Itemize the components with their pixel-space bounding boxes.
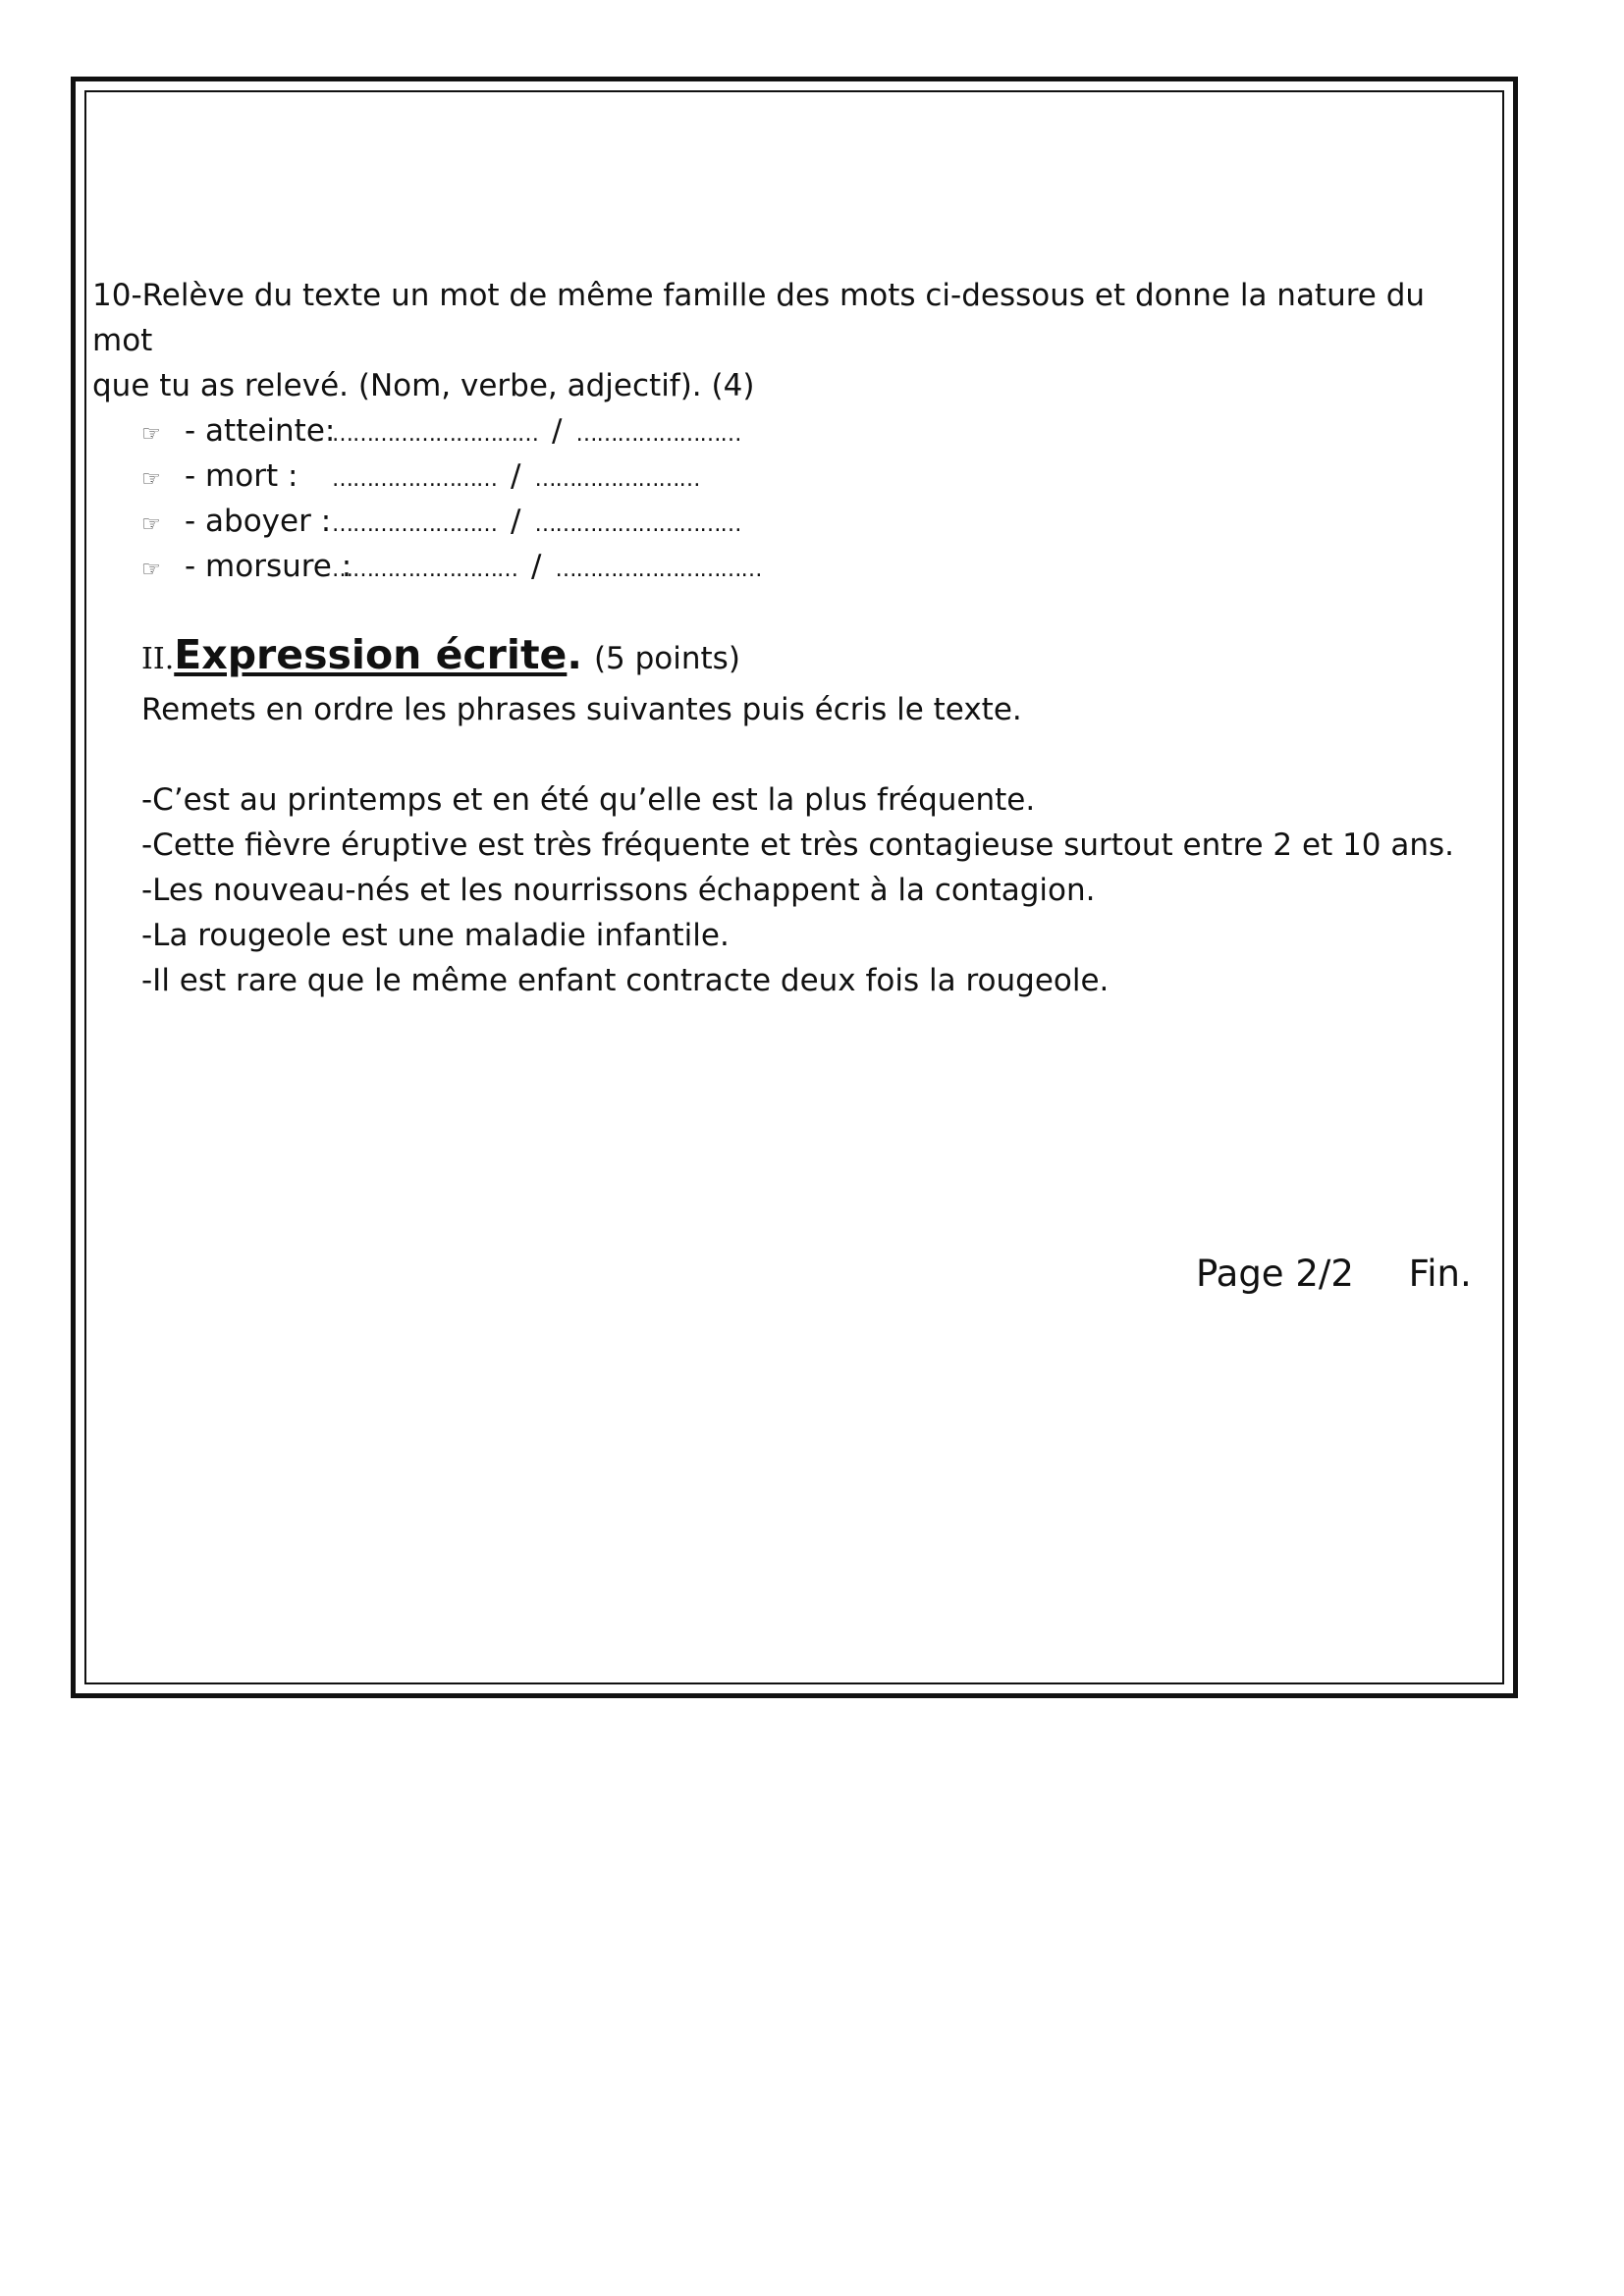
end-marker: Fin. bbox=[1408, 1253, 1472, 1295]
nature-blank[interactable]: …………………… bbox=[534, 467, 700, 492]
word-label: - atteinte: bbox=[185, 413, 336, 449]
separator: / bbox=[511, 458, 521, 494]
pointing-hand-icon: ☞ bbox=[141, 467, 161, 492]
nature-blank[interactable]: …………………… bbox=[575, 422, 741, 447]
page-footer bbox=[1196, 1253, 1472, 1295]
word-label: - mort : bbox=[185, 458, 298, 494]
section-title-period: . bbox=[567, 631, 582, 678]
section-points: (5 points) bbox=[593, 641, 740, 676]
section-number: II. bbox=[141, 642, 175, 676]
answer-list bbox=[92, 408, 1487, 589]
answer-blank[interactable]: …………………… bbox=[332, 512, 497, 537]
page-number: Page 2/2 bbox=[1196, 1253, 1354, 1295]
pointing-hand-icon: ☞ bbox=[141, 558, 161, 582]
pointing-hand-icon: ☞ bbox=[141, 422, 161, 447]
answer-row-mort bbox=[141, 454, 1487, 499]
exam-content bbox=[92, 273, 1487, 1003]
section-title: Expression écrite bbox=[174, 631, 568, 678]
word-label: - morsure : bbox=[185, 549, 352, 584]
section-instruction: Remets en ordre les phrases suivantes puis écris le texte. bbox=[141, 692, 1022, 727]
separator: / bbox=[552, 413, 563, 449]
sentence-item: -La rougeole est une maladie infantile. bbox=[141, 918, 730, 953]
answer-row-morsure bbox=[141, 544, 1487, 589]
separator: / bbox=[511, 504, 521, 539]
nature-blank[interactable]: ………………………… bbox=[555, 558, 762, 582]
question-10-line-1: 10-Relève du texte un mot de même famille des mots ci-dessous et donne la nature du mot bbox=[92, 278, 1426, 358]
sentence-item: -Cette fièvre éruptive est très fréquente et très contagieuse surtout entre 2 et 10 ans. bbox=[141, 828, 1455, 863]
answer-blank[interactable]: ………………………… bbox=[332, 422, 538, 447]
section-heading bbox=[141, 632, 1487, 687]
nature-blank[interactable]: ………………………… bbox=[534, 512, 741, 537]
answer-row-aboyer bbox=[141, 499, 1487, 544]
word-label: - aboyer : bbox=[185, 504, 332, 539]
answer-row-atteinte bbox=[141, 408, 1487, 454]
sentence-item: -Il est rare que le même enfant contracte deux fois la rougeole. bbox=[141, 963, 1110, 998]
sentence-item: -C’est au printemps et en été qu’elle est la plus fréquente. bbox=[141, 782, 1036, 818]
question-10-line-2: que tu as relevé. (Nom, verbe, adjectif). (4) bbox=[92, 368, 755, 403]
separator: / bbox=[531, 549, 542, 584]
answer-blank[interactable]: ……………………… bbox=[332, 558, 517, 582]
answer-blank[interactable]: …………………… bbox=[332, 467, 497, 492]
section-expression-ecrite bbox=[92, 632, 1487, 1003]
pointing-hand-icon: ☞ bbox=[141, 512, 161, 537]
sentence-item: -Les nouveau-nés et les nourrissons échappent à la contagion. bbox=[141, 873, 1096, 908]
